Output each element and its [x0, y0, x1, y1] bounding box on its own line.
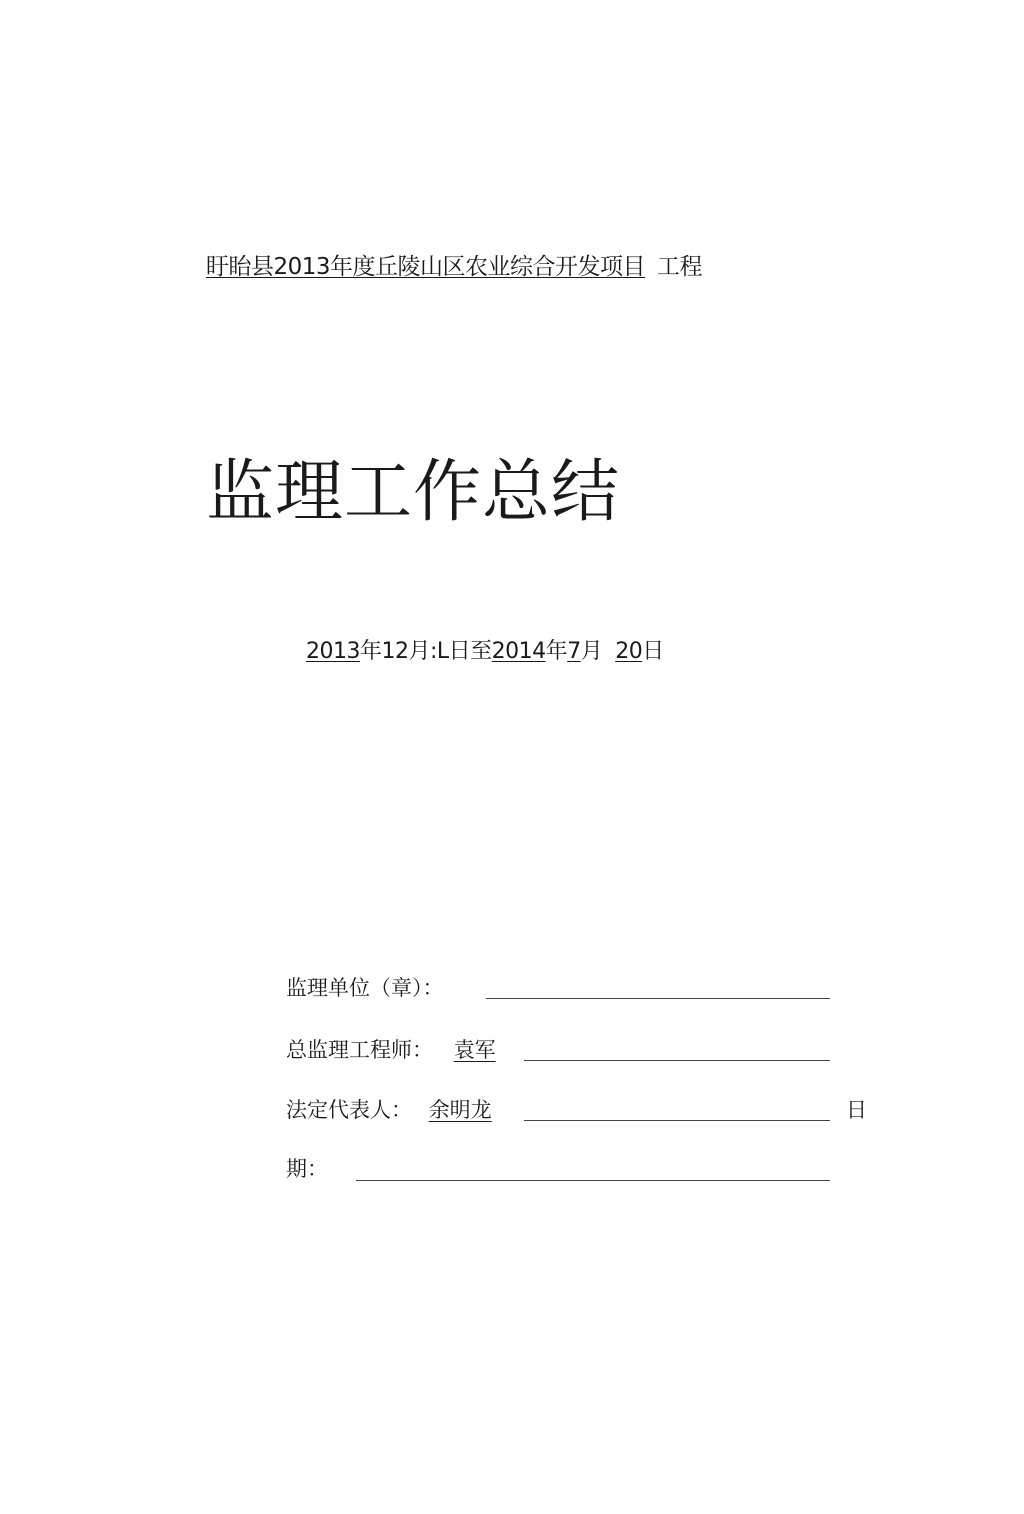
supervision-unit-label: 监理单位（章）：: [286, 976, 444, 1000]
chief-engineer-name: 袁军: [453, 1038, 496, 1062]
chief-engineer-label: 总监理工程师：: [286, 1038, 433, 1062]
date-label: 期：: [286, 1157, 328, 1181]
legal-representative-row: [286, 1095, 492, 1125]
date-row: [286, 1154, 328, 1184]
chief-engineer-blank: [524, 1060, 830, 1061]
legal-representative-name: 余明龙: [428, 1098, 492, 1122]
date-label-first-char: 日: [846, 1098, 867, 1122]
period-end-day-suffix: 日: [642, 639, 664, 664]
legal-representative-label: 法定代表人：: [286, 1098, 412, 1122]
document-title: 监理工作总结: [206, 453, 621, 532]
legal-representative-blank: [524, 1120, 830, 1121]
period-end-day: 20: [615, 639, 643, 664]
period-start-year-suffix: 年12月: [360, 639, 430, 664]
period-end-year-suffix: 年: [545, 639, 568, 664]
project-suffix: 工程: [657, 254, 703, 280]
period-end-year: 2014: [491, 639, 546, 664]
period-end-month-suffix: 月: [580, 639, 603, 664]
project-title-line: [206, 248, 702, 281]
date-blank: [356, 1180, 830, 1181]
project-name: 盱眙县2013年度丘陵山区农业综合开发项目: [206, 254, 646, 280]
period-line: [306, 634, 664, 665]
period-start-day: :L日至: [430, 639, 492, 664]
supervision-unit-row: [286, 973, 444, 1003]
period-start-year: 2013: [306, 639, 360, 664]
period-end-month: 7: [567, 639, 581, 664]
supervision-unit-blank: [486, 998, 830, 999]
chief-engineer-row: [286, 1035, 496, 1065]
